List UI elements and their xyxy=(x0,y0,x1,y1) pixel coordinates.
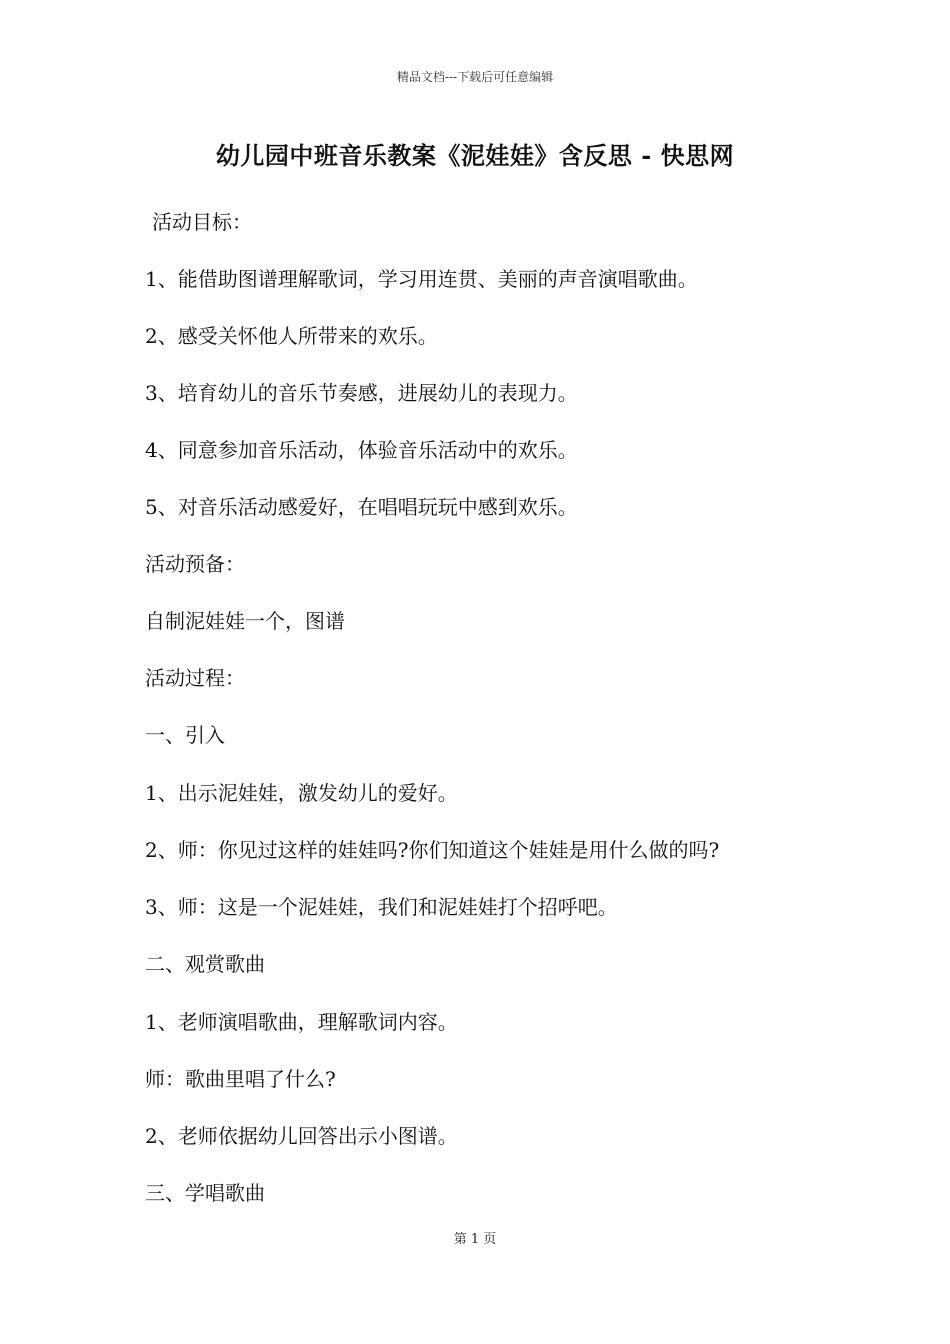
header-note: 精品文档---下载后可任意编辑 xyxy=(396,70,554,84)
paragraph-goal-3: 3、培育幼儿的音乐节奏感，进展幼儿的表现力。 xyxy=(145,381,578,405)
paragraph-goal-4: 4、同意参加音乐活动，体验音乐活动中的欢乐。 xyxy=(145,438,578,462)
paragraph-step-2-question: 师：歌曲里唱了什么? xyxy=(145,1067,336,1091)
paragraph-goal-5: 5、对音乐活动感爱好，在唱唱玩玩中感到欢乐。 xyxy=(145,495,578,519)
page-number: 第 1 页 xyxy=(453,1232,497,1247)
paragraph-step-1-3: 3、师：这是一个泥娃娃，我们和泥娃娃打个招呼吧。 xyxy=(145,895,618,919)
paragraph-step-2-1: 1、老师演唱歌曲，理解歌词内容。 xyxy=(145,1010,458,1034)
paragraph-process-heading: 活动过程： xyxy=(145,666,245,690)
paragraph-activity-goals: 活动目标： xyxy=(152,210,252,234)
paragraph-step-2-2: 2、老师依据幼儿回答出示小图谱。 xyxy=(145,1124,458,1148)
paragraph-section-3: 三、学唱歌曲 xyxy=(145,1181,265,1205)
paragraph-preparation-heading: 活动预备： xyxy=(145,552,245,576)
document-title: 幼儿园中班音乐教案《泥娃娃》含反思 - 快思网 xyxy=(215,141,735,170)
paragraph-section-2: 二、观赏歌曲 xyxy=(145,952,265,976)
paragraph-preparation: 自制泥娃娃一个，图谱 xyxy=(145,609,345,633)
paragraph-step-1-1: 1、出示泥娃娃，激发幼儿的爱好。 xyxy=(145,781,458,805)
paragraph-goal-1: 1、能借助图谱理解歌词，学习用连贯、美丽的声音演唱歌曲。 xyxy=(145,267,698,291)
paragraph-section-1: 一、引入 xyxy=(145,723,225,747)
paragraph-step-1-2: 2、师：你见过这样的娃娃吗?你们知道这个娃娃是用什么做的吗? xyxy=(145,838,720,862)
paragraph-goal-2: 2、感受关怀他人所带来的欢乐。 xyxy=(145,324,438,348)
